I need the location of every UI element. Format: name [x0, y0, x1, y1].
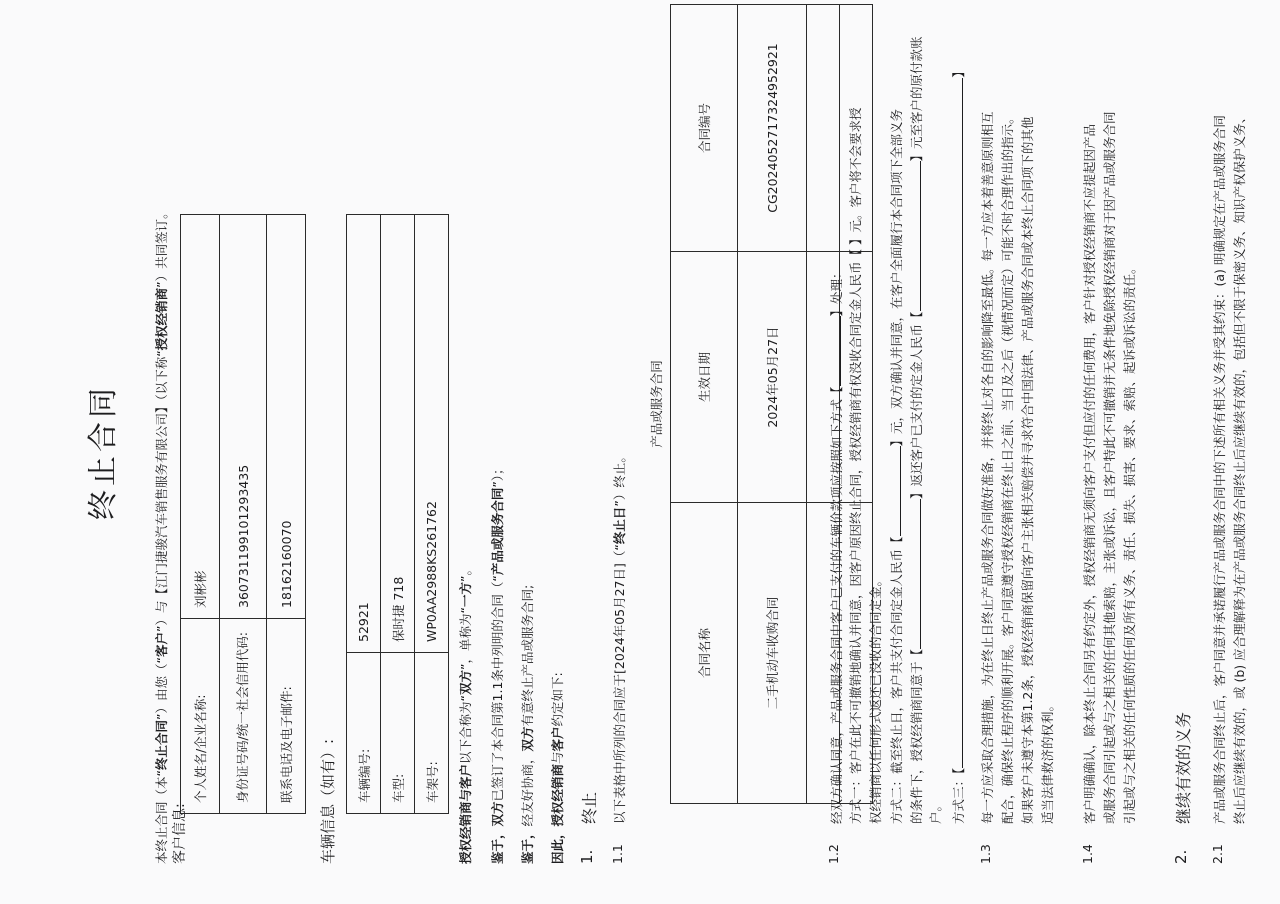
clause-1-1-text: 以下表格中所列的合同应于[2024年05月27日]（“终止日”）终止。	[612, 450, 627, 824]
customer-name-label: 个人姓名/企业名称:	[181, 619, 220, 814]
table-cell: 二手机动车收购合同	[738, 503, 807, 804]
table-row	[181, 215, 220, 814]
table-row	[347, 215, 381, 814]
section-1-number: 1.	[578, 849, 596, 864]
recital-3: 因此，授权经销商与客户约定如下:	[550, 672, 565, 864]
table-cell: CG20240527173249​52921	[738, 5, 807, 252]
clause-1-2-line: 方式一：客户在此不可撤销地确认并同意，因客户原因终止合同，授权经销商有权没收合同定金人民币【 】元。客户将不会要求授	[848, 107, 863, 824]
clause-1-4-line: 引起或与之相关的任何性质的任何及所有义务、责任、损失、损害、要求、索赔、起诉或诉讼的责任。	[1122, 261, 1137, 824]
clause-1-1-number: 1.1	[610, 844, 625, 864]
clause-1-2-line: 方式三：【】	[948, 4, 969, 824]
vehicle-model-value: 保时捷 718	[381, 215, 415, 653]
recital-2: 鉴于，经友好协商，双方有意终止产品或服务合同;	[520, 584, 535, 864]
clause-1-3-line: 适当法律救济的权利。	[1040, 698, 1055, 824]
clause-2-1-number: 2.1	[1210, 844, 1225, 864]
table-cell: 2024年05月27日	[738, 252, 807, 503]
vehicle-vin-value: WP0AA2988KS261762	[415, 215, 449, 653]
table-row	[267, 215, 306, 814]
table-row	[738, 5, 807, 804]
customer-name-value: 刘彬彬	[181, 215, 220, 619]
customer-info-table	[180, 214, 306, 814]
clause-1-3-line: 配合，确保终止程序的顺利开展。客户同意遵守授权经销商在终止日之前、当日及之后（视情况而定）可能不时合理作出的指示。	[1000, 111, 1015, 824]
table-row	[671, 5, 738, 804]
recital-party-definition: 授权经销商与客户以下合称为“双方”，单称为“一方”。	[458, 563, 473, 864]
vehicle-number-label: 车辆编号:	[347, 653, 381, 814]
section-2-title: 继续有效的义务	[1174, 711, 1193, 824]
clause-1-4-line: 或服务合同引起或与之相关的任何其他索赔，主张或诉讼，且客户特此不可撤销并无条件地免除授权经销商对于因产品或服务合同	[1102, 111, 1117, 824]
vehicle-section-title: 车辆信息（如有）:	[319, 738, 337, 864]
clause-1-2-line: 经双方确认同意，产品或服务合同中客户已支付的车辆价款项应按照如下方式【】处理：	[826, 4, 847, 824]
vehicle-number-value: 52921	[347, 215, 381, 653]
customer-id-value: 360731199101293435	[220, 215, 267, 619]
clause-1-4-number: 1.4	[1080, 844, 1095, 864]
product-table-caption: 产品或服务合同	[649, 360, 664, 448]
intro-paragraph: 本终止合同（本“终止合同”）由您（“客户”）与【江门捷骏汽车销售服务有限公司】（以下称“授权经销商”）共同签订。	[154, 206, 169, 864]
customer-section-title: 客户信息:	[172, 803, 188, 864]
table-header-name: 合同名称	[671, 503, 738, 804]
clause-1-2-line: 权经销商以任何形式返还已没收的合同定金。	[868, 573, 883, 824]
clause-2-1-line: 终止后应继续有效的，或 (b) 应合理解释为在产品或服务合同终止后应继续有效的，包括但不限于保密义务、知识产权保护义务、	[1232, 110, 1247, 824]
customer-contact-value: 18162160070	[267, 215, 306, 619]
table-row	[415, 215, 449, 814]
clause-1-3-line: 每一方应采取合理措施，为在终止日终止产品或服务合同做好准备，并将终止对各自的影响降至最低。每一方应本着善意原则相互	[980, 111, 995, 824]
recital-1: 鉴于，双方已签订了本合同第1.1条中列明的合同（“产品或服务合同”）；	[490, 462, 505, 864]
table-header-date: 生效日期	[671, 252, 738, 503]
table-header-number: 合同编号	[671, 5, 738, 252]
clause-2-1-line: 产品或服务合同终止后，客户同意并承诺履行产品或服务合同中的下述所有相关义务并受其约束：(a) 明确规定在产品或服务合同	[1212, 115, 1227, 824]
customer-id-label: 身份证号码/统一社会信用代码:	[220, 619, 267, 814]
clause-1-2-line: 的条件下，授权经销商同意于【】返还客户已支付的定金人民币【】元至客户的原付款账	[906, 4, 927, 824]
clause-1-2-line: 户。	[928, 798, 943, 824]
table-row	[220, 215, 267, 814]
table-row	[381, 215, 415, 814]
vehicle-model-label: 车型:	[381, 653, 415, 814]
section-2-number: 2.	[1172, 849, 1190, 864]
vehicle-vin-label: 车架号:	[415, 653, 449, 814]
clause-1-2-line: 方式二：截至终止日，客户共支付合同定金人民币【】元，双方确认并同意，在客户全面履行本合同项下全部义务	[886, 4, 907, 824]
clause-1-3-number: 1.3	[978, 844, 993, 864]
clause-1-2-number: 1.2	[826, 844, 841, 864]
customer-contact-label: 联系电话及电子邮件:	[267, 619, 306, 814]
clause-1-3-line: 如果客户未遵守本第1.2条，授权经销商保留向客户主张相关赔偿并寻求符合中国法律、产品或服务合同或本终止合同项下的其他	[1020, 116, 1035, 824]
clause-1-4-line: 客户明确确认，除本终止合同另有约定外，授权经销商无须向客户支付但应付的任何费用，客户针对授权经销商不应提起因产品	[1082, 123, 1097, 824]
section-1-title: 终止	[580, 791, 599, 824]
vehicle-info-table	[346, 214, 449, 814]
document-title: 终止合同	[86, 384, 121, 520]
